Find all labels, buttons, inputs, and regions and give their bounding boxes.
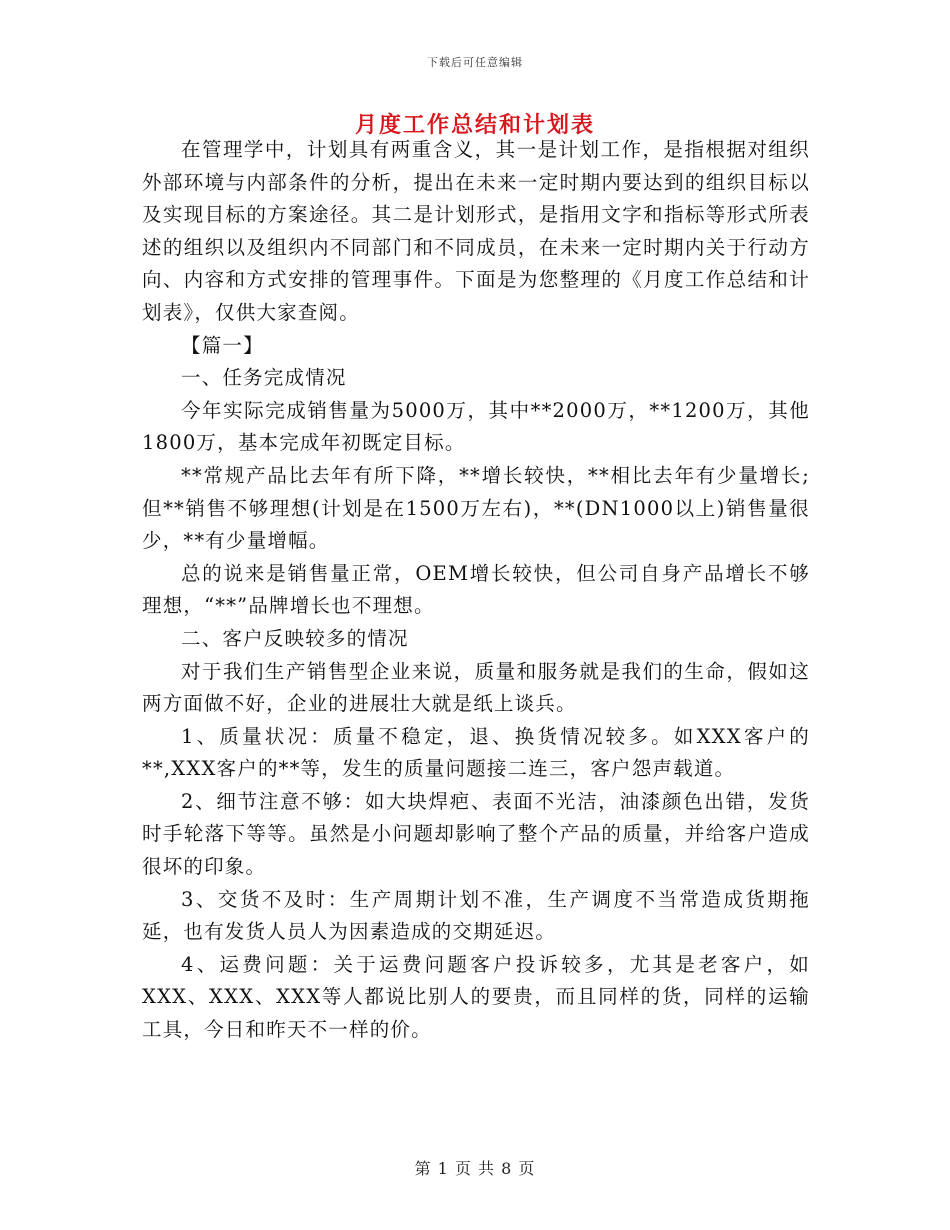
page-header-note: 下载后可任意编辑 <box>427 56 523 69</box>
section-label: 【篇一】 <box>181 333 264 357</box>
body-paragraph: 总的说来是销售量正常，OEM增长较快，但公司自身产品增长不够理想，“**”品牌增长也不理想。 <box>142 561 810 618</box>
intro-paragraph: 在管理学中，计划具有两重含义，其一是计划工作，是指根据对组织外部环境与内部条件的分析，提出在未来一定时期内要达到的组织目标以及实现目标的方案途径。其二是计划形式，是指用文字和指标等形式所表述的组织以及组织内不同部门和不同成员，在未来一定时期内关于行动方向、内容和方式安排的管理事件。下面是为您整理的《月度工作总结和计划表》，仅供大家查阅。 <box>142 138 810 324</box>
body-paragraph: 对于我们生产销售型企业来说，质量和服务就是我们的生命，假如这两方面做不好，企业的进展壮大就是纸上谈兵。 <box>142 659 810 716</box>
section-heading: 一、任务完成情况 <box>181 366 347 390</box>
list-item: 2、细节注意不够：如大块焊疤、表面不光洁，油漆颜色出错，发货时手轮落下等等。虽然是小问题却影响了整个产品的质量，并给客户造成很坏的印象。 <box>142 789 810 879</box>
body-paragraph: 今年实际完成销售量为5000万，其中**2000万，**1200万，其他1800万，基本完成年初既定目标。 <box>142 398 810 455</box>
list-item: 3、交货不及时：生产周期计划不准，生产调度不当常造成货期拖延，也有发货人员人为因素造成的交期延迟。 <box>142 887 810 944</box>
document-title: 月度工作总结和计划表 <box>354 112 595 138</box>
list-item: 4、运费问题：关于运费问题客户投诉较多，尤其是老客户，如XXX、XXX、XXX等人都说比别人的要贵，而且同样的货，同样的运输工具，今日和昨天不一样的价。 <box>142 952 810 1042</box>
document-body <box>142 134 810 1047</box>
list-item: 1、质量状况：质量不稳定，退、换货情况较多。如XXX客户的**,XXX客户的**等，发生的质量问题接二连三，客户怨声载道。 <box>142 724 810 781</box>
page-number-footer: 第 1 页 共 8 页 <box>414 1159 536 1178</box>
body-paragraph: **常规产品比去年有所下降，**增长较快，**相比去年有少量增长;但**销售不够理想(计划是在1500万左右)，**(DN1000以上)销售量很少，**有少量增幅。 <box>142 463 810 553</box>
section-heading: 二、客户反映较多的情况 <box>181 626 409 650</box>
